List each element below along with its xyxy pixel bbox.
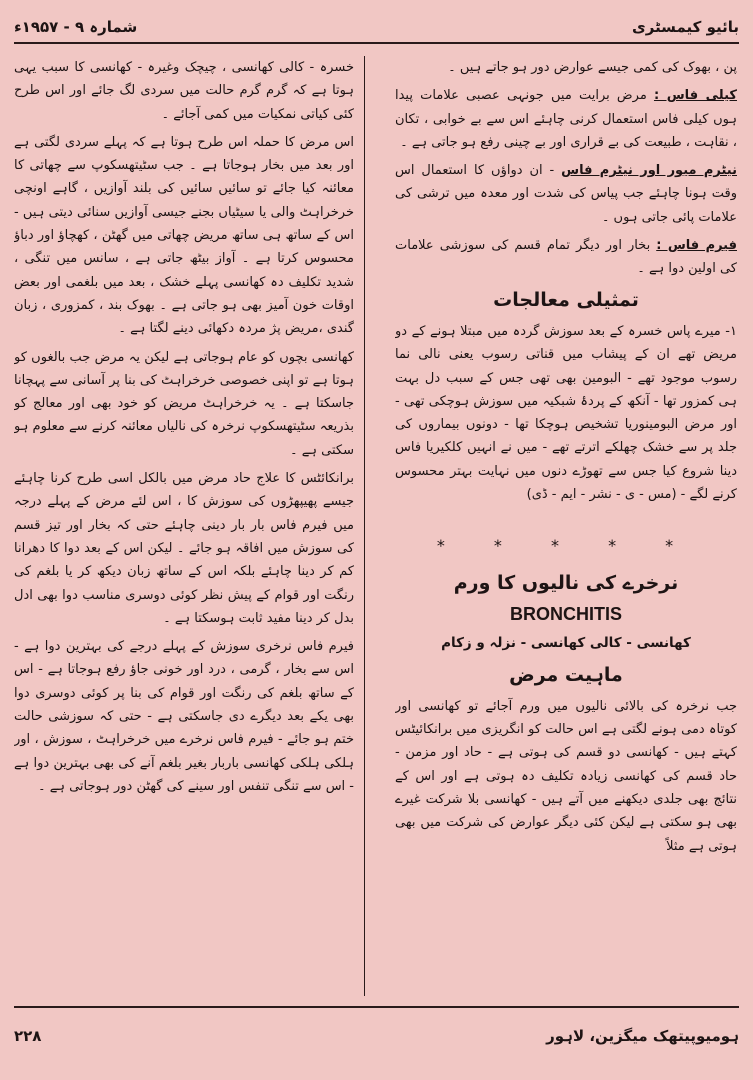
column-divider	[364, 56, 365, 996]
subsection-heading: ماہیت مرض	[509, 663, 623, 686]
paragraph	[395, 84, 737, 154]
paragraph: پن ، بھوک کی کمی جیسے عوارض دور ہو جاتے ہیں ۔	[448, 60, 737, 75]
paragraph: جب نرخرہ کی بالائی نالیوں میں ورم آجائے تو کھانسی اور کوتاہ دمی ہونے لگتی ہے اس حالت کو انگریزی میں برانکائیٹس کہتے ہیں - کھانسی دو قسم کی ہوتی ہے - حاد اور مزمن - حاد قسم کی کھانسی زیادہ تکلیف دہ ہوتی ہے اور اس کے نتائج بھی جلدی دیکھنے میں آتے ہیں - کھانسی بلا شرکت غیرے بھی ہو سکتی ہے لیکن کئی دیگر عوارض کی شرکت میں بھی ہوتی ہے مثلاً	[395, 698, 737, 854]
issue-number: شمارہ ۹ - ۱۹۵۷ء	[14, 18, 138, 36]
right-column	[395, 56, 737, 996]
paragraph: خسرہ - کالی کھانسی ، چیچک وغیرہ - کھانسی کا سبب یہی ہوتا ہے کہ گرم گرم حالت میں سردی لگ جائے اور اس طرح کئی کیاتی نمکیات میں کمی آجائے ۔	[14, 60, 354, 122]
paragraph	[395, 234, 737, 281]
remedy-label: فیرم فاس :	[656, 238, 737, 254]
publisher-name: ہومیوپیتھک میگزین، لاہور	[546, 1027, 739, 1045]
page-header	[14, 12, 739, 44]
remedy-text: مرض برایت میں جونہی عصبی علامات پیدا ہوں کیلی فاس استعمال کرنی چاہئے اس سے بے خوابی ، تکان ، نقاہت ، طبیعت کی بے قراری اور بے چینی رفع ہو جاتی ہے ۔	[395, 88, 737, 150]
paragraph: فیرم فاس نرخری سوزش کے پہلے درجے کی بہترین دوا ہے - اس سے بخار ، گرمی ، درد اور خونی جاؤ رفع ہوجاتا ہے - اس کے ساتھ بلغم کی رنگت اور قوام کی بنا پر کوئی دوسری دوا بھی یکے بعد دیگرے دی جاسکتی ہے - حتی کہ سوزشی حالت ختم ہو جائے - فیرم فاس نرخرے میں خرخراہٹ ، سوزش ، اور ہلکی ہلکی کھانسی باربار بغیر بلغم آنے کی بھی بہترین دوا ہے - اس سے تنگی تنفس اور سینے کی گھٹن دور ہوجاتی ہے ۔	[14, 639, 354, 794]
paragraph: اس مرض کا حملہ اس طرح ہوتا ہے کہ پہلے سردی لگتی ہے اور بعد میں بخار ہوجاتا ہے ۔ جب سٹیتھسکوپ سے چھاتی کا معائنہ کیا جائے تو سائیں سائیں کی بلند آوازیں ، گاہے اونچی خرخراہٹ والی یا سیٹیاں بجنے جیسی آوازیں سنائی دیتی ہیں - اس کے ساتھ ہی ساتھ مریض چھاتی میں گھٹن ، کھچاؤ اور دباؤ محسوس کرتا ہے ۔ آواز بیٹھ جاتی ہے ، سانس میں تنگی ، شدید تکلیف دہ کھانسی پہلے خشک ، بعد میں بلغمی اور بعض اوقات خون آمیز بھی ہو جاتی ہے ۔ بھوک بند ، کمزوری ، زبان گندی ،مریض پژ مردہ دکھائی دینے لگتا ہے ۔	[14, 134, 354, 337]
paragraph: کھانسی بچوں کو عام ہوجاتی ہے لیکن یہ مرض جب بالغوں کو ہوتا ہے تو اپنی خصوصی خرخراہٹ کی بنا پر آسانی سے پہچانا جاسکتا ہے ۔ یہ خرخراہٹ مریض کو خود بھی اور معالج کو بذریعہ سٹیتھسکوپ نرخرہ کی نالیاں معائنہ کرنے سے معلوم ہو سکتی ہے ۔	[14, 349, 354, 458]
remedy-text: بخار اور دیگر تمام قسم کی سوزشی علامات کی اولین دوا ہے ۔	[395, 238, 737, 277]
running-title: بائیو کیمسٹری	[631, 18, 739, 36]
left-column	[14, 56, 354, 996]
section-heading: تمثیلی معالجات	[493, 288, 639, 311]
paragraph	[395, 159, 737, 229]
page-number: ۲۲۸	[14, 1027, 42, 1045]
paragraph: برانکائٹس کا علاج حاد مرض میں بالکل اسی طرح کرنا چاہئے جیسے پھیپھڑوں کی سوزش کا ، اس لئے مرض کے پہلے درجہ میں فیرم فاس بار بار دینی چاہئے حتی کہ بخار اور تیز قسم کی سوزش میں افاقہ ہو جائے ۔ لیکن اس کے بعد دوا کا دھرانا کم کر دینا چاہئے بلکہ اس کے ساتھ زبان دیکھ کر یا بلغم کی رنگت اور قوام کے پیش نظر کوئی دوسری مناسب دوا بھی ادل بدل کر دینا مفید ثابت ہوسکتا ہے ۔	[14, 471, 354, 626]
case-paragraph: ۱- میرے پاس خسرہ کے بعد سوزش گردہ میں مبتلا ہونے کے دو مریض تھے ان کے پیشاب میں قناتی رسوب یعنی نالی نما رسوب موجود تھے - البومین بھی تھی جس کے سبب دل بہت ہی کمزور تھا - آنکھ کے پردۂ شبکیہ میں سوزش ہوچکی تھی - اور مرض البومینوریا تشخیص ہوچکا تھا - دونوں بیماروں کی جلد پر سے خشک چھلکے اترتے تھے - میں نے انہیں کلکیریا فاس دینا شروع کیا جس سے تھوڑے دنوں میں نہایت بہتر محسوس کرنے لگے - (مس - ی - نشر - ایم - ڈی)	[395, 323, 737, 503]
article-subtitle: کھانسی - کالی کھانسی - نزلہ و زکام	[441, 635, 691, 652]
article-title: نرخرے کی نالیوں کا ورم	[453, 571, 679, 594]
remedy-text: - ان دواؤں کا استعمال اس وقت ہونا چاہئے جب پیاس کی شدت اور معدہ میں ترشی کی علامات پائی جاتی ہوں ۔	[395, 163, 737, 225]
separator-stars: * * * * *	[436, 536, 696, 556]
page-footer	[14, 1006, 739, 1064]
article-title-english: BRONCHITIS	[510, 603, 622, 624]
remedy-label: کیلی فاس :	[653, 88, 737, 104]
remedy-label: نیٹرم میور اور نیٹرم فاس	[561, 163, 737, 179]
